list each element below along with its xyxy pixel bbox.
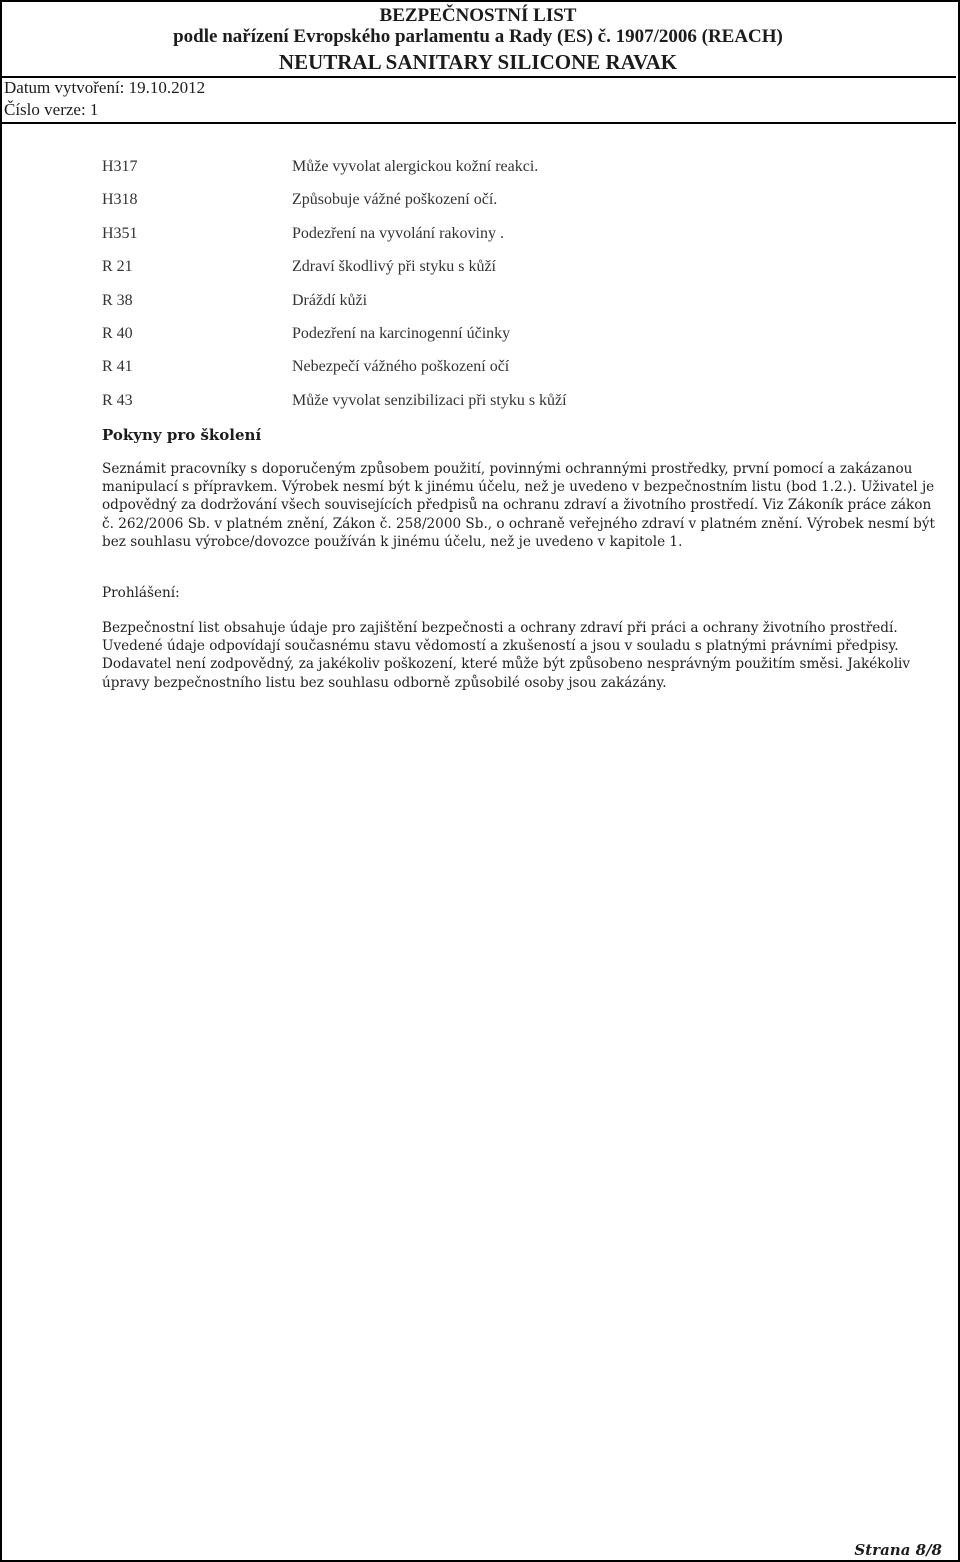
document-header xyxy=(0,0,956,124)
declaration-label: Prohlášení: xyxy=(102,585,180,601)
hazard-description: Podezření na vyvolání rakoviny . xyxy=(292,224,504,242)
hazard-description: Dráždí kůži xyxy=(292,291,368,309)
hazard-code: H317 xyxy=(102,158,138,175)
hazard-code: R 38 xyxy=(102,291,133,309)
hazard-description: Podezření na karcinogenní účinky xyxy=(292,324,511,342)
hazard-code: H318 xyxy=(102,191,138,209)
hazard-row xyxy=(102,258,902,291)
hazard-row xyxy=(102,358,902,391)
training-heading: Pokyny pro školení xyxy=(102,426,262,444)
hazard-code: H351 xyxy=(102,224,138,242)
version-number: Číslo verze: 1 xyxy=(4,100,99,119)
training-paragraph: Seznámit pracovníky s doporučeným způsobem použití, povinnými ochrannými prostředky, první pomocí a zakázanou manipulací s přípravkem. Výrobek nesmí být k jinému účelu, než je uvedeno v bezpečnostním listu (bod 1.2.). Uživatel je odpovědný za dodržování všech souvisejících předpisů na ochranu zdraví a životního prostředí. Viz Zákoník práce zákon č. 262/2006 Sb. v platném znění, Zákon č. 258/2000 Sb., o ochraně veřejného zdraví v platném znění. Výrobek nesmí být bez souhlasu výrobce/dovozce používán k jinému účelu, než je uvedeno v kapitole 1. xyxy=(102,461,935,550)
hazard-row xyxy=(102,392,902,425)
hazard-description: Může vyvolat senzibilizaci při styku s kůží xyxy=(292,391,567,409)
hazard-code-list xyxy=(102,158,902,425)
page-number: Strana 8/8 xyxy=(854,1541,942,1559)
creation-date: Datum vytvoření: 19.10.2012 xyxy=(4,78,206,97)
hazard-row xyxy=(102,292,902,325)
hazard-description: Zdraví škodlivý při styku s kůží xyxy=(292,258,496,276)
hazard-row xyxy=(102,225,902,258)
hazard-row xyxy=(102,191,902,224)
hazard-code: R 40 xyxy=(102,324,133,342)
declaration-paragraph: Bezpečnostní list obsahuje údaje pro zajištění bezpečnosti a ochrany zdraví při práci a ochrany životního prostředí. Uvedené údaje odpovídají současnému stavu vědomostí a zkušeností a jsou v souladu s platnými právními předpisy. Dodavatel není zodpovědný, za jakékoliv poškození, které může být způsobeno nesprávným použitím směsi. Jakékoliv úpravy bezpečnostního listu bez souhlasu odborně způsobilé osoby jsou zakázány. xyxy=(102,620,911,691)
hazard-code: R 43 xyxy=(102,391,133,409)
hazard-description: Může vyvolat alergickou kožní reakci. xyxy=(292,158,539,175)
hazard-code: R 21 xyxy=(102,258,133,276)
document-title: BEZPEČNOSTNÍ LIST xyxy=(379,5,577,26)
regulation-subtitle: podle nařízení Evropského parlamentu a Rady (ES) č. 1907/2006 (REACH) xyxy=(173,26,783,47)
product-name: NEUTRAL SANITARY SILICONE RAVAK xyxy=(278,50,678,74)
hazard-description: Nebezpečí vážného poškození očí xyxy=(292,358,510,376)
hazard-row xyxy=(102,158,902,191)
hazard-description: Způsobuje vážné poškození očí. xyxy=(292,191,498,209)
hazard-row xyxy=(102,325,902,358)
hazard-code: R 41 xyxy=(102,358,133,376)
